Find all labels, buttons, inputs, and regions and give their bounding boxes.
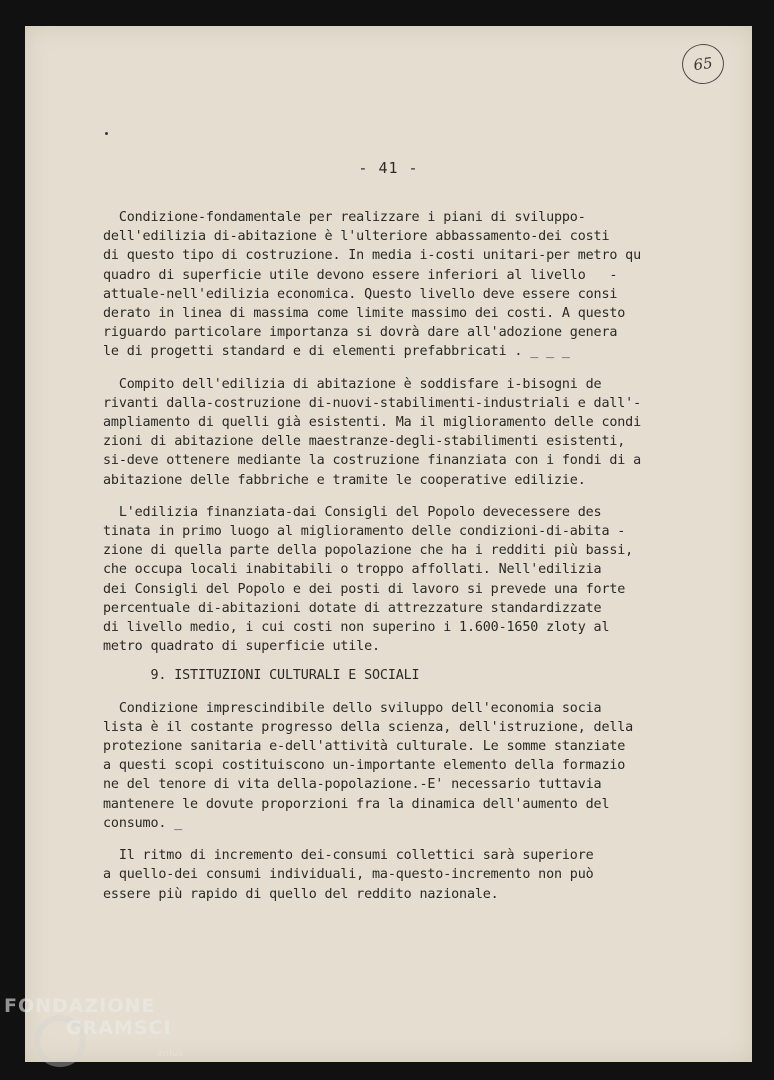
text-line: ne del tenore di vita della-popolazione.-E' necessario tuttavia bbox=[103, 777, 602, 793]
text-line: essere più rapido di quello del reddito nazionale. bbox=[103, 886, 499, 902]
watermark-line3: onlus bbox=[157, 1049, 184, 1059]
page-number: - 41 - bbox=[358, 159, 419, 177]
text-line: derato in linea di massima come limite massimo dei costi. A questo bbox=[103, 306, 626, 322]
text-line: rivanti dalla-costruzione di-nuovi-stabilimenti-industriali e dall'- bbox=[103, 395, 642, 411]
fondazione-gramsci-watermark bbox=[4, 993, 204, 1075]
text-line: zioni di abitazione delle maestranze-degli-stabilimenti esistenti, bbox=[103, 434, 626, 450]
pencil-mark bbox=[105, 132, 108, 135]
text-line: ampliamento di quelli già esistenti. Ma il miglioramento delle condi bbox=[103, 415, 642, 431]
archive-number-text: 65 bbox=[692, 53, 714, 75]
text-line: le di progetti standard e di elementi prefabbricati . _ _ _ bbox=[103, 344, 570, 360]
watermark-line1: FONDAZIONE bbox=[4, 995, 156, 1017]
text-line: lista è il costante progresso della scienza, dell'istruzione, della bbox=[103, 719, 634, 735]
text-line: attuale-nell'edilizia economica. Questo livello deve essere consi bbox=[103, 286, 618, 302]
text-line: metro quadrato di superficie utile. bbox=[103, 639, 380, 655]
typewritten-page bbox=[25, 26, 752, 1062]
text-line: tinata in primo luogo al miglioramento delle condizioni-di-abita - bbox=[103, 524, 626, 540]
text-line: di livello medio, i cui costi non superino i 1.600-1650 zloty al bbox=[103, 620, 610, 636]
text-line: Compito dell'edilizia di abitazione è soddisfare i-bisogni de bbox=[103, 376, 602, 392]
text-line: che occupa locali inabitabili o troppo affollati. Nell'edilizia bbox=[103, 562, 602, 578]
text-line: Condizione imprescindibile dello sviluppo dell'economia socia bbox=[103, 700, 602, 716]
text-line: dei Consigli del Popolo e dei posti di lavoro si prevede una forte bbox=[103, 581, 626, 597]
text-line: dell'edilizia di-abitazione è l'ulteriore abbassamento-dei costi bbox=[103, 229, 610, 245]
text-line: protezione sanitaria e-dell'attività culturale. Le somme stanziate bbox=[103, 739, 626, 755]
text-line: si-deve ottenere mediante la costruzione finanziata con i fondi di a bbox=[103, 453, 642, 469]
text-line: a quello-dei consumi individuali, ma-questo-incremento non può bbox=[103, 867, 594, 883]
text-line: abitazione delle fabbriche e tramite le cooperative edilizie. bbox=[103, 472, 586, 488]
text-line: quadro di superficie utile devono essere inferiori al livello - bbox=[103, 267, 618, 283]
archive-page-number bbox=[679, 41, 726, 86]
text-line: Il ritmo di incremento dei-consumi collettici sarà superiore bbox=[103, 848, 594, 864]
text-line: consumo. _ bbox=[103, 815, 183, 831]
text-line: a questi scopi costituiscono un-importante elemento della formazio bbox=[103, 758, 626, 774]
text-line: mantenere le dovute proporzioni fra la dinamica dell'aumento del bbox=[103, 796, 610, 812]
text-line: L'edilizia finanziata-dai Consigli del Popolo devecessere des bbox=[103, 504, 602, 520]
section-heading: 9. ISTITUZIONI CULTURALI E SOCIALI bbox=[103, 668, 420, 684]
text-line: zione di quella parte della popolazione che ha i redditi più bassi, bbox=[103, 543, 634, 559]
document-body bbox=[103, 208, 725, 904]
text-line: percentuale di-abitazioni dotate di attrezzature standardizzate bbox=[103, 600, 602, 616]
text-line: di questo tipo di costruzione. In media i-costi unitari-per metro qu bbox=[103, 248, 642, 264]
watermark-line2: GRAMSCI bbox=[66, 1017, 172, 1039]
text-line: Condizione-fondamentale per realizzare i piani di sviluppo- bbox=[103, 210, 586, 225]
text-line: riguardo particolare importanza si dovrà dare all'adozione genera bbox=[103, 325, 618, 341]
